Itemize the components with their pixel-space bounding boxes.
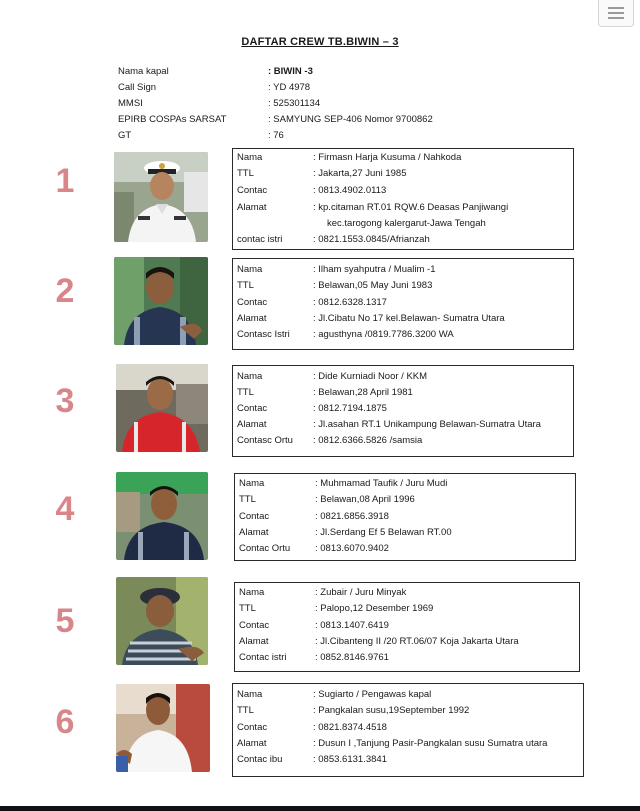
- crew-number: 6: [55, 703, 75, 741]
- crew-field-label: TTL: [239, 494, 256, 505]
- crew-field-value: : Firmasn Harja Kusuma / Nahkoda: [313, 152, 462, 163]
- crew-photo: [116, 472, 208, 560]
- crew-field-label: TTL: [239, 603, 256, 614]
- crew-field-label: Nama: [237, 152, 263, 163]
- crew-field-value: : Zubair / Juru Minyak: [315, 587, 407, 598]
- crew-field-value: : Dide Kurniadi Noor / KKM: [313, 371, 428, 382]
- menu-icon: [608, 17, 624, 19]
- crew-field-label: TTL: [237, 705, 254, 716]
- crew-field-label: Contac: [237, 722, 268, 733]
- crew-info-box: [232, 258, 574, 350]
- crew-field-label: Alamat: [239, 527, 269, 538]
- ship-info-label: Call Sign: [118, 82, 157, 93]
- crew-field-value: : 0813.1407.6419: [315, 620, 389, 631]
- crew-field-label: Contasc Ortu: [237, 435, 293, 446]
- crew-field-label: Nama: [239, 478, 265, 489]
- crew-field-value: : agusthyna /0819.7786.3200 WA: [313, 329, 454, 340]
- crew-info-box: [234, 582, 580, 672]
- crew-field-label: Contasc Istri: [237, 329, 290, 340]
- crew-photo: [116, 684, 210, 772]
- ship-info-label: Nama kapal: [118, 66, 169, 77]
- crew-field-label: Alamat: [237, 202, 267, 213]
- ship-info-value: : YD 4978: [268, 82, 311, 93]
- crew-field-value: : 0813.4902.0113: [313, 185, 387, 196]
- crew-number: 2: [55, 272, 75, 310]
- crew-field-label: Contac ibu: [237, 754, 283, 765]
- crew-field-value: kec.tarogong kalergarut-Jawa Tengah: [327, 218, 486, 229]
- crew-number: 5: [55, 602, 75, 640]
- crew-field-label: Nama: [237, 689, 263, 700]
- crew-field-value: : Jl.Serdang Ef 5 Belawan RT.00: [315, 527, 452, 538]
- crew-field-value: : 0852.8146.9761: [315, 652, 389, 663]
- crew-field-label: contac istri: [237, 234, 283, 245]
- crew-field-value: : 0812.7194.1875: [313, 403, 387, 414]
- document-title: DAFTAR CREW TB.BIWIN – 3: [241, 36, 399, 48]
- crew-info-box: [234, 473, 576, 561]
- crew-photo: [114, 257, 208, 345]
- crew-field-value: : Belawan,05 May Juni 1983: [313, 280, 433, 291]
- ship-info-label: EPIRB COSPAs SARSAT: [118, 114, 227, 125]
- crew-info-box: [232, 148, 574, 250]
- ship-name-value: : BIWIN -3: [268, 66, 313, 77]
- ship-info-value: [268, 64, 313, 80]
- ship-info-value: : 525301134: [268, 98, 321, 109]
- ship-info-label: GT: [118, 130, 132, 141]
- crew-field-label: Contac: [239, 511, 270, 522]
- crew-field-value: : Jl.asahan RT.1 Unikampung Belawan-Sumatra Utara: [313, 419, 541, 430]
- crew-field-label: Alamat: [237, 738, 267, 749]
- crew-field-value: : Sugiarto / Pengawas kapal: [313, 689, 432, 700]
- bottom-bar: [0, 806, 640, 811]
- crew-field-label: TTL: [237, 280, 254, 291]
- menu-button[interactable]: [598, 0, 634, 27]
- crew-photo: [116, 364, 208, 452]
- crew-field-value: : 0812.6366.5826 /samsia: [313, 435, 423, 446]
- crew-field-value: : Belawan,28 April 1981: [313, 387, 413, 398]
- crew-field-label: Alamat: [239, 636, 269, 647]
- crew-field-value: : 0821.8374.4518: [313, 722, 387, 733]
- crew-field-value: : Jl.Cibatu No 17 kel.Belawan- Sumatra Utara: [313, 313, 505, 324]
- crew-info-box: [232, 365, 574, 457]
- crew-field-label: Nama: [239, 587, 265, 598]
- crew-field-label: Contac Ortu: [239, 543, 291, 554]
- crew-field-label: Alamat: [237, 313, 267, 324]
- crew-field-label: Contac: [239, 620, 270, 631]
- crew-field-value: : Jakarta,27 Juni 1985: [313, 168, 407, 179]
- crew-field-value: : Ilham syahputra / Mualim -1: [313, 264, 436, 275]
- crew-photo: [114, 152, 208, 242]
- crew-field-value: : Dusun I ,Tanjung Pasir-Pangkalan susu Sumatra utara: [313, 738, 548, 749]
- crew-field-value: : Jl.Cibanteng II /20 RT.06/07 Koja Jakarta Utara: [315, 636, 519, 647]
- crew-field-label: Alamat: [237, 419, 267, 430]
- crew-field-value: : Belawan,08 April 1996: [315, 494, 415, 505]
- crew-field-value: : 0812.6328.1317: [313, 297, 387, 308]
- crew-field-value: : Pangkalan susu,19September 1992: [313, 705, 470, 716]
- crew-field-value: : Muhmamad Taufik / Juru Mudi: [315, 478, 448, 489]
- crew-number: 1: [55, 162, 75, 200]
- menu-icon: [608, 7, 624, 9]
- crew-photo: [116, 577, 208, 665]
- crew-info-box: [232, 683, 584, 777]
- ship-info-label: MMSI: [118, 98, 143, 109]
- crew-field-value: : 0853.6131.3841: [313, 754, 387, 765]
- crew-field-label: Contac istri: [239, 652, 287, 663]
- crew-number: 3: [55, 382, 75, 420]
- crew-field-label: Nama: [237, 264, 263, 275]
- crew-field-label: TTL: [237, 168, 254, 179]
- crew-field-label: TTL: [237, 387, 254, 398]
- crew-field-value: : 0821.1553.0845/Afrianzah: [313, 234, 430, 245]
- menu-icon: [608, 12, 624, 14]
- crew-field-value: : 0813.6070.9402: [315, 543, 389, 554]
- crew-field-label: Contac: [237, 297, 268, 308]
- crew-field-label: Contac: [237, 185, 268, 196]
- ship-info-value: : 76: [268, 130, 284, 141]
- crew-field-label: Nama: [237, 371, 263, 382]
- crew-field-value: : Palopo,12 Desember 1969: [315, 603, 434, 614]
- crew-field-label: Contac: [237, 403, 268, 414]
- crew-field-value: : kp.citaman RT.01 RQW.6 Deasas Panjiwangi: [313, 202, 509, 213]
- ship-info-value: : SAMYUNG SEP-406 Nomor 9700862: [268, 114, 433, 125]
- crew-field-value: : 0821.6856.3918: [315, 511, 389, 522]
- crew-number: 4: [55, 490, 75, 528]
